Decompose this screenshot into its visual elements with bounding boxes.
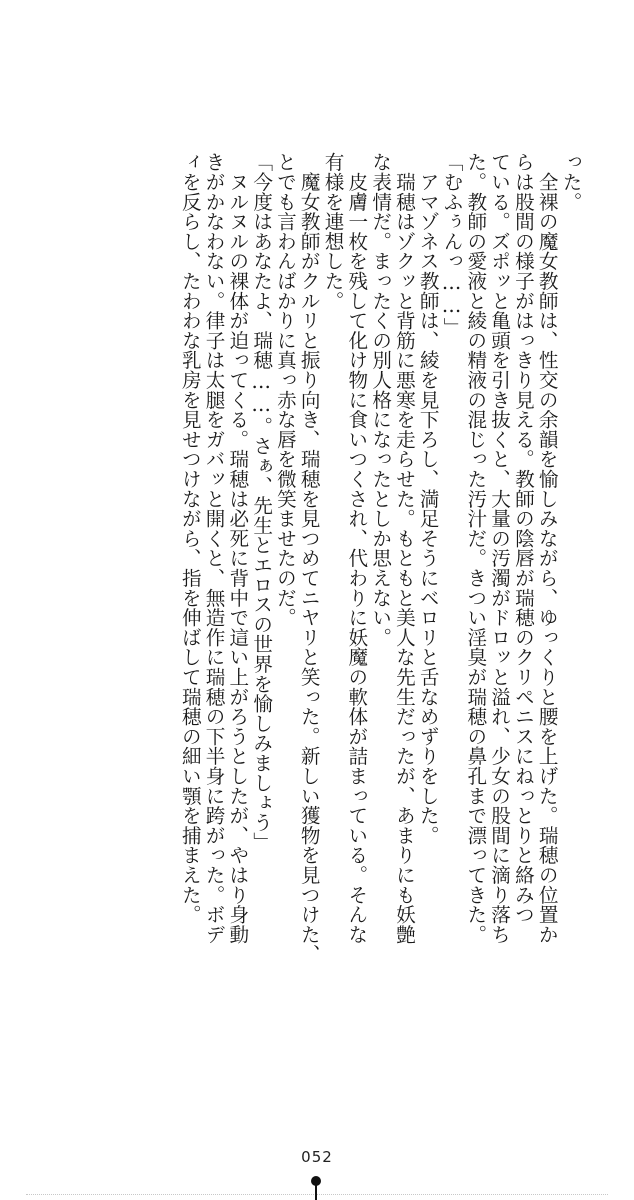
text-line: きがかなわない。律子は太腿をガバッと開くと、無造作に瑞穂の下半身に跨がった。ボデ — [202, 152, 226, 944]
text-line: 全裸の魔女教師は、性交の余韻を愉しみながら、ゆっくりと腰を上げた。瑞穂の位置か — [535, 152, 559, 944]
text-line: アマゾネス教師は、綾を見下ろし、満足そうにベロリと舌なめずりをした。 — [416, 152, 440, 845]
page-number: 052 — [301, 1148, 333, 1166]
text-line: とでも言わんばかりに真っ赤な唇を微笑ませたのだ。 — [273, 152, 297, 628]
text-line: 「むふぅんっ……」 — [440, 152, 464, 337]
text-line: 瑞穂はゾクッと背筋に悪寒を走らせた。もともと美人な先生だったが、あまりにも妖艶 — [392, 152, 416, 944]
text-line: ヌルヌルの裸体が迫ってくる。瑞穂は必死に背中で這い上がろうとしたが、やはり身動 — [225, 152, 249, 944]
text-line: た。教師の愛液と綾の精液の混じった汚汁だ。きつい淫臭が瑞穂の鼻孔まで漂ってきた。 — [463, 152, 487, 944]
text-line: らは股間の様子がはっきり見える。教師の陰唇が瑞穂のクリペニスにねっとりと絡みつ — [511, 152, 535, 925]
vertical-text-body — [42, 152, 582, 972]
text-line: 「今度はあなたよ、瑞穂……。さぁ、先生とエロスの世界を愉しみましょう」 — [249, 152, 273, 852]
text-line: 皮膚一枚を残して化け物に食いつくされ、代わりに妖魔の軟体が詰まっている。そんな — [344, 152, 368, 944]
text-line: 有様を連想した。 — [321, 152, 345, 311]
text-line: 魔女教師がクルリと振り向き、瑞穂を見つめてニヤリと笑った。新しい獲物を見つけた、 — [297, 152, 321, 964]
text-line: ィを反らし、たわわな乳房を見せつけながら、指を伸ばして瑞穂の細い顎を捕まえた。 — [178, 152, 202, 925]
text-line: な表情だ。まったくの別人格になったとしか思えない。 — [368, 152, 392, 647]
text-line: ている。ズポッと亀頭を引き抜くと、大量の汚濁がドロッと溢れ、少女の股間に滴り落ち — [487, 152, 511, 944]
page-marker-icon — [311, 1176, 323, 1200]
text-line: った。 — [559, 152, 582, 212]
